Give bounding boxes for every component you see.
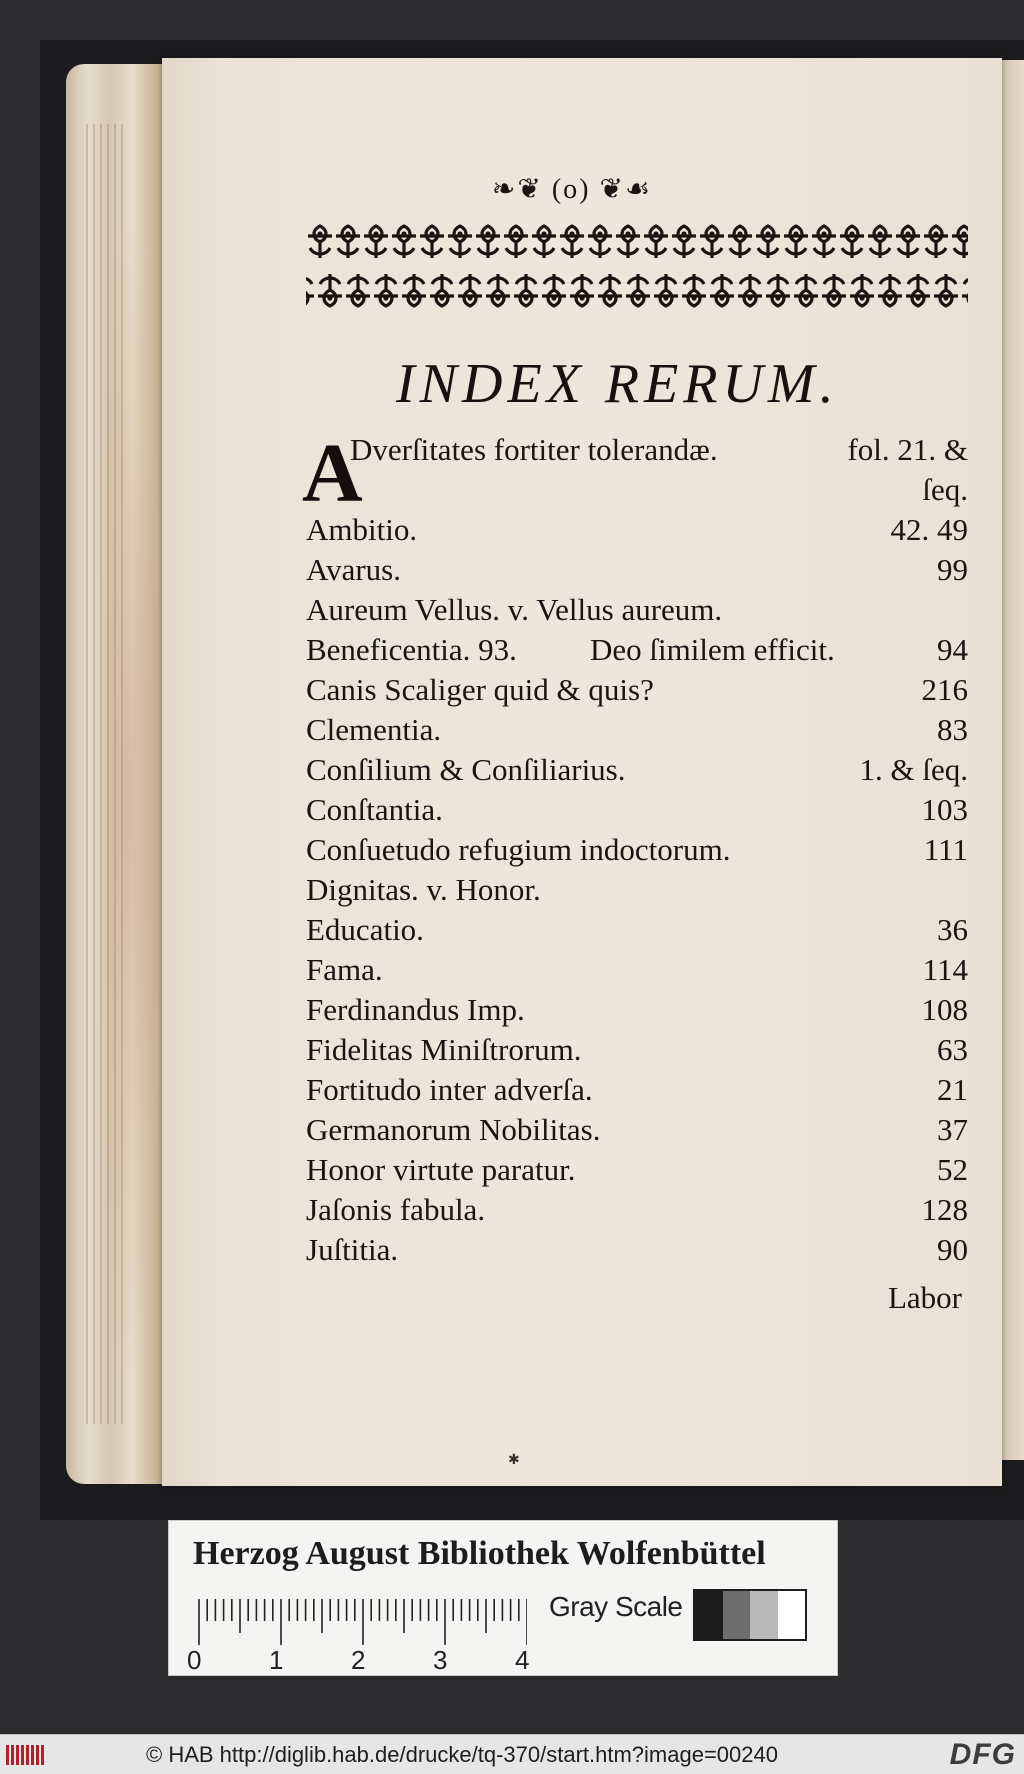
dfg-logo: DFG	[949, 1738, 1016, 1771]
gray-swatch	[750, 1591, 778, 1639]
age-stain	[100, 200, 160, 1400]
ornament-band-top	[306, 222, 968, 262]
index-entry: Dignitas. v. Honor.	[306, 872, 541, 907]
index-entry: Avarus. 99	[306, 552, 968, 587]
index-entry: Conſilium & Conſiliarius. 1. & ſeq.	[306, 752, 968, 787]
right-flourish-icon: ❦☙	[599, 174, 653, 205]
index-entry: Educatio. 36	[306, 912, 968, 947]
index-entry: Honor virtute paratur. 52	[306, 1152, 968, 1187]
footer-bar	[0, 1734, 1024, 1774]
ruler-number: 0	[187, 1645, 202, 1675]
hab-logo-icon	[6, 1743, 46, 1767]
index-entry: Germanorum Nobilitas. 37	[306, 1112, 968, 1147]
gray-swatch	[723, 1591, 751, 1639]
index-entry: Conſtantia. 103	[306, 792, 968, 827]
index-entry: Ambitio. 42. 49	[306, 512, 968, 547]
page-title: INDEX RERUM.	[396, 353, 839, 415]
index-entry: Jaſonis fabula. 128	[306, 1192, 968, 1227]
index-entry: Dverſitates fortiter tolerandæ. fol. 21. &	[350, 432, 968, 467]
index-entry: Juſtitia. 90	[306, 1232, 968, 1267]
ornament-pattern-icon	[306, 270, 968, 310]
index-entry: Aureum Vellus. v. Vellus aureum.	[306, 592, 723, 627]
library-name: Herzog August Bibliothek Wolfenbüttel	[193, 1535, 766, 1572]
index-entry: Conſuetudo refugium indoctorum. 111	[306, 832, 968, 867]
drop-capital: A	[302, 427, 363, 520]
header-marker-text: (o)	[551, 174, 591, 205]
library-color-card	[168, 1520, 838, 1676]
index-entry: Fidelitas Miniſtrorum. 63	[306, 1032, 968, 1067]
footer-credit-link[interactable]: © HAB http://diglib.hab.de/drucke/tq-370/start.htm?image=00240	[146, 1742, 778, 1767]
index-entry: ſeq.	[922, 472, 968, 507]
ruler-number: 2	[351, 1645, 366, 1675]
page-mark-icon: ✱	[508, 1453, 520, 1468]
catchword: Labor	[887, 1280, 962, 1315]
ruler-number: 3	[433, 1645, 448, 1675]
header-marker	[0, 172, 1024, 206]
ornament-band-bottom	[306, 270, 968, 310]
index-entry: Beneficentia. 93. Deo ſimilem efficit. 94	[306, 632, 968, 667]
index-entry: Canis Scaliger quid & quis? 216	[306, 672, 968, 707]
index-entry: Clementia. 83	[306, 712, 968, 747]
ruler-number: 4	[515, 1645, 530, 1675]
ornament-pattern-icon	[306, 222, 968, 262]
gray-swatch	[695, 1591, 723, 1639]
index-entries	[302, 427, 968, 1270]
gray-scale-swatches	[693, 1589, 807, 1641]
index-entry: Ferdinandus Imp. 108	[306, 992, 968, 1027]
ruler-number: 1	[269, 1645, 284, 1675]
gray-swatch	[778, 1591, 806, 1639]
ruler-icon	[197, 1597, 527, 1647]
index-entry: Fortitudo inter adverſa. 21	[306, 1072, 968, 1107]
gray-scale-label: Gray Scale	[549, 1591, 683, 1622]
index-entry: Fama. 114	[306, 952, 968, 987]
left-flourish-icon: ❧❦	[491, 174, 543, 205]
